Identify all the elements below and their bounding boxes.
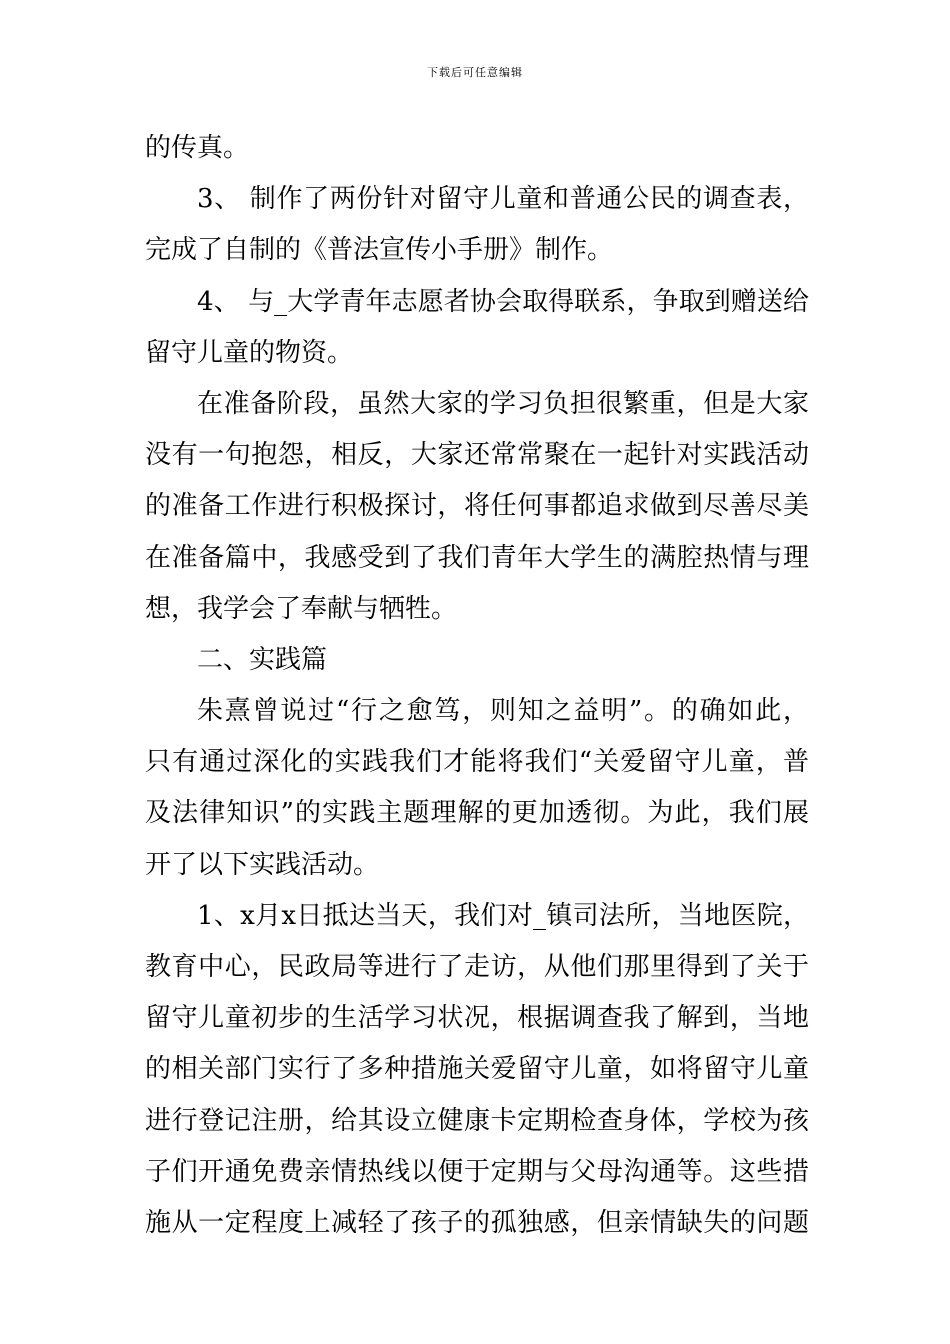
text-line: 4、 与_大学青年志愿者协会取得联系，争取到赠送给 bbox=[197, 286, 809, 317]
text-line: 留守儿童初步的生活学习状况，根据调查我了解到，当地 bbox=[145, 1003, 809, 1034]
text-line: 子们开通免费亲情热线以便于定期与父母沟通等。这些措 bbox=[145, 1156, 809, 1187]
text-line: 在准备阶段，虽然大家的学习负担很繁重，但是大家 bbox=[197, 388, 809, 419]
text-line: 完成了自制的《普法宣传小手册》制作。 bbox=[145, 235, 614, 266]
text-line: 只有通过深化的实践我们才能将我们“关爱留守儿童，普 bbox=[145, 747, 809, 778]
text-line: 没有一句抱怨，相反，大家还常常聚在一起针对实践活动 bbox=[145, 440, 809, 471]
text-line: 1、x月x日抵达当天，我们对_镇司法所，当地医院， bbox=[197, 900, 809, 931]
text-line: 朱熹曾说过“行之愈笃，则知之益明”。的确如此， bbox=[197, 696, 809, 727]
page-header: 下载后可任意编辑 bbox=[427, 66, 523, 79]
text-line: 教育中心，民政局等进行了走访，从他们那里得到了关于 bbox=[145, 952, 809, 982]
text-line: 及法律知识”的实践主题理解的更加透彻。为此，我们展 bbox=[145, 798, 809, 829]
text-line: 的传真。 bbox=[145, 133, 250, 163]
document-body bbox=[145, 123, 809, 1249]
text-line: 在准备篇中，我感受到了我们青年大学生的满腔热情与理 bbox=[145, 542, 809, 573]
text-line: 的相关部门实行了多种措施关爱留守儿童，如将留守儿童 bbox=[145, 1054, 809, 1085]
text-line: 3、 制作了两份针对留守儿童和普通公民的调查表， bbox=[197, 184, 809, 215]
text-line: 施从一定程度上减轻了孩子的孤独感，但亲情缺失的问题 bbox=[145, 1207, 809, 1238]
text-line: 想，我学会了奉献与牺牲。 bbox=[145, 593, 458, 624]
text-line: 的准备工作进行积极探讨，将任何事都追求做到尽善尽美 bbox=[145, 491, 809, 522]
text-line: 开了以下实践活动。 bbox=[145, 849, 380, 880]
section-heading: 二、实践篇 bbox=[197, 644, 328, 675]
text-line: 留守儿童的物资。 bbox=[145, 337, 354, 368]
text-line: 进行登记注册，给其设立健康卡定期检查身体，学校为孩 bbox=[145, 1105, 809, 1136]
